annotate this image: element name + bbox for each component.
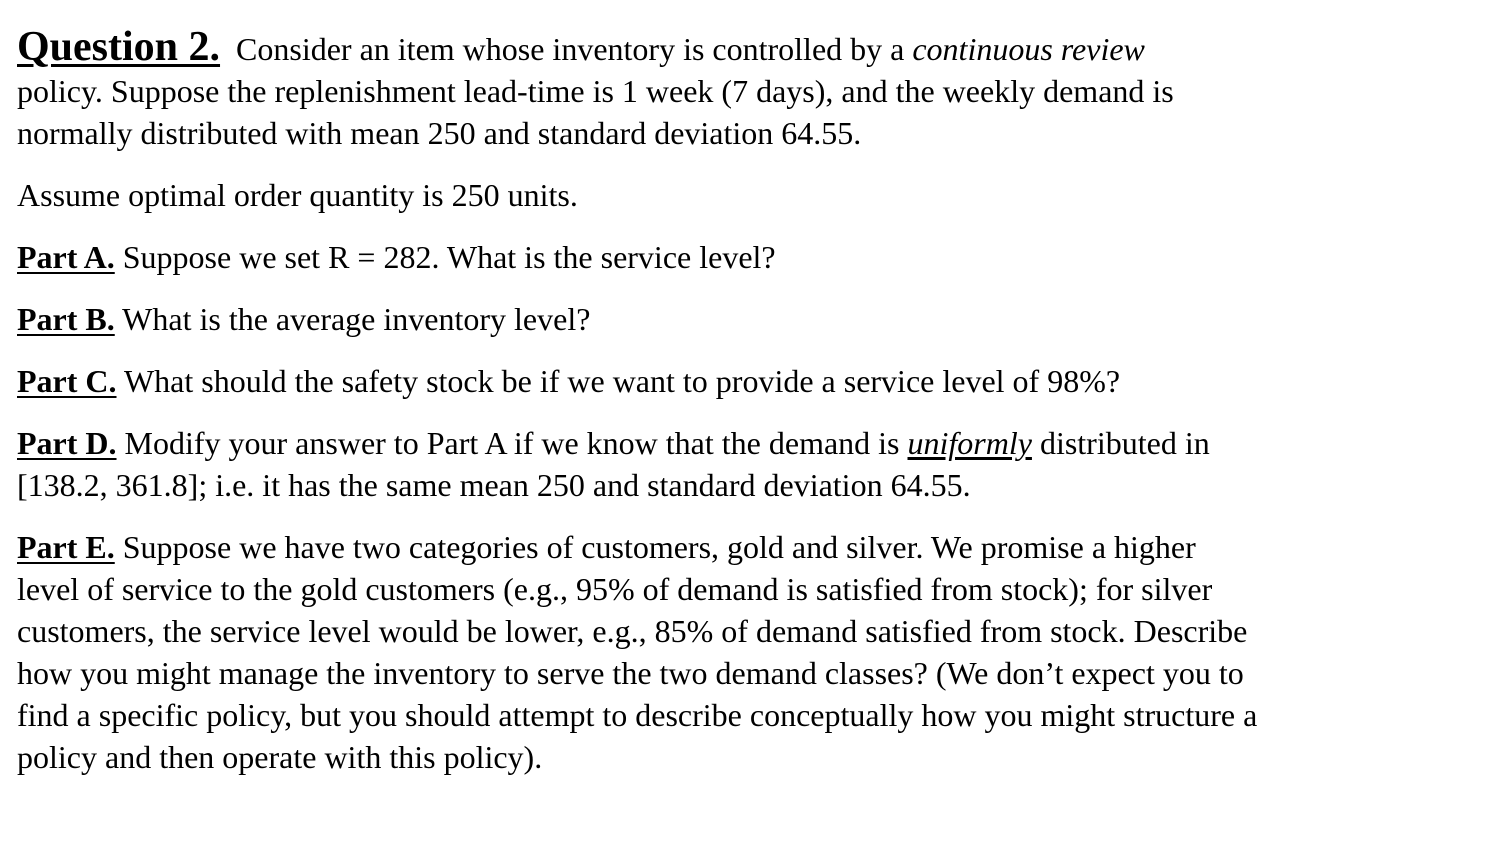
intro-text-1: Consider an item whose inventory is controlled by a xyxy=(236,31,913,67)
part-d-line-2: [138.2, 361.8]; i.e. it has the same mean 250 and standard deviation 64.55. xyxy=(17,467,971,503)
part-a xyxy=(17,236,1457,278)
part-d-text-1: Modify your answer to Part A if we know that the demand is xyxy=(116,425,908,461)
document-page xyxy=(17,26,1457,778)
part-e-line-3: customers, the service level would be lower, e.g., 85% of demand satisfied from stock. Describe xyxy=(17,613,1248,649)
question-intro xyxy=(17,26,1457,154)
part-e-line-2: level of service to the gold customers (e.g., 95% of demand is satisfied from stock); for silver xyxy=(17,571,1213,607)
part-e-text-1: Suppose we have two categories of customers, gold and silver. We promise a higher xyxy=(114,529,1196,565)
part-d-label: Part D. xyxy=(17,425,117,461)
question-intro-line-2: policy. Suppose the replenishment lead-time is 1 week (7 days), and the weekly demand is xyxy=(17,73,1174,109)
part-c-label: Part C. xyxy=(17,363,117,399)
part-e xyxy=(17,526,1457,778)
question-intro-line-3: normally distributed with mean 250 and standard deviation 64.55. xyxy=(17,115,862,151)
part-c-text: What should the safety stock be if we want to provide a service level of 98%? xyxy=(116,363,1121,399)
part-e-line-6: policy and then operate with this policy). xyxy=(17,739,543,775)
part-d-text-2: distributed in xyxy=(1031,425,1210,461)
part-b-label: Part B. xyxy=(17,301,115,337)
part-d-emphasis: uniformly xyxy=(907,425,1032,461)
assumption-text: Assume optimal order quantity is 250 units. xyxy=(17,177,578,213)
intro-emphasis: continuous review xyxy=(912,31,1145,67)
question-intro-line-1 xyxy=(17,26,1457,70)
part-c xyxy=(17,360,1457,402)
part-b-text: What is the average inventory level? xyxy=(114,301,591,337)
part-b xyxy=(17,298,1457,340)
part-d xyxy=(17,422,1457,506)
part-a-label: Part A. xyxy=(17,239,115,275)
part-a-text: Suppose we set R = 282. What is the service level? xyxy=(114,239,776,275)
part-d-line-1 xyxy=(17,422,1457,464)
question-title: Question 2. xyxy=(17,24,221,70)
part-e-line-4: how you might manage the inventory to serve the two demand classes? (We don’t expect you to xyxy=(17,655,1244,691)
part-e-label: Part E. xyxy=(17,529,115,565)
part-e-line-5: find a specific policy, but you should attempt to describe conceptually how you might structure a xyxy=(17,697,1258,733)
part-e-line-1 xyxy=(17,526,1457,568)
